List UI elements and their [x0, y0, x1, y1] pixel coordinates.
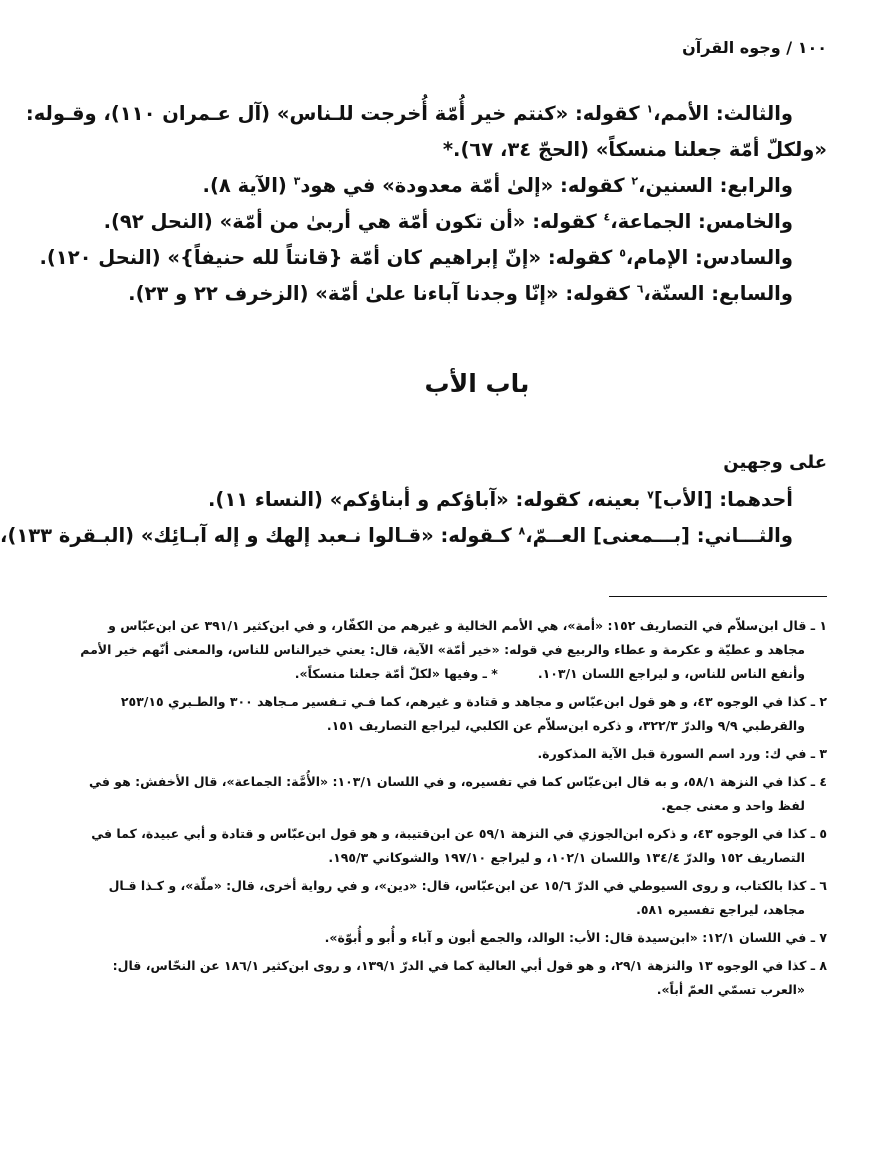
footnote-line: ٦ ـ كذا بالكتاب، و روى السيوطي في الدرّ ١٥/٦ عن ابن‌عبّاس، قال: «دين»، و في رواية أخرى، قال: «ملّة»، و كـذا قـال	[108, 878, 827, 893]
footnote-line: ٧ ـ في اللسان ١٢/١: «ابن‌سيدة قال: الأب: الوالد، والجمع أبون و آباء و أُبو و أُبوّة».	[324, 930, 827, 945]
footnote-8	[112, 954, 827, 1002]
body-line-second-meaning	[0, 518, 827, 554]
footnotes	[80, 614, 827, 1006]
footnote-ref-2[interactable]: ٢	[631, 174, 639, 188]
footnote-line: مجاهد و عطيّة و عكرمة و عطاء والربيع في قوله: «خير أمّة» الآية، قال: يعني خيرالناس للناس، والمعنى أنّهم خير الأمم	[80, 642, 805, 657]
footnote-3	[127, 742, 827, 766]
footnote-star-note: * ـ وفيها «لكلّ أمّة جعلنا منسكاً».	[294, 666, 498, 681]
body-line-text: (الآية ٨).	[202, 174, 294, 197]
body-line-text: كـقوله: «قـالوا نـعبد إلهك و إله آبـائِك» (البـقرة ١٣٣)،	[0, 524, 519, 547]
footnote-line: «العرب تسمّي العمّ أباً».	[656, 982, 805, 997]
footnote-line	[127, 662, 827, 686]
chapter-heading: باب الأب	[424, 369, 530, 398]
footnote-ref-1[interactable]: ١	[646, 102, 654, 116]
footnote-4	[89, 770, 827, 818]
footnote-line: لفظ واحد و معنى جمع.	[661, 798, 805, 813]
body-line-text: كقوله: «أن تكون أمّة هي أربىٰ من أمّة» (النحل ٩٢).	[103, 210, 604, 233]
footnote-line: التصاريف ١٥٢ والدرّ ١٣٤/٤ واللسان ١٠٢/١، و ليراجع ١٩٧/١٠ والشوكاني ١٩٥/٣.	[328, 850, 805, 865]
body-line-text: والثـــاني: [بـــمعنى] العــمّ،	[525, 524, 793, 547]
footnote-1	[80, 614, 827, 686]
body-line-text: والسابع: السنّة،	[643, 282, 793, 305]
footnote-2	[120, 690, 827, 738]
body-line-fourth-meaning	[127, 168, 827, 204]
running-head: ١٠٠ / وجوه القرآن	[682, 38, 827, 57]
body-line-third-continued: «ولكلّ أمّة جعلنا منسكاً» (الحجّ ٣٤، ٦٧).*	[442, 138, 827, 161]
footnote-text: وأنفع الناس للناس، و ليراجع اللسان ١٠٣/١.	[537, 666, 805, 681]
footnote-ref-4[interactable]: ٤	[603, 210, 611, 224]
footnote-7	[127, 926, 827, 950]
body-line-text: كقوله: «إلىٰ أمّة معدودة» في هود	[300, 174, 632, 197]
body-line-text: والرابع: السنين،	[638, 174, 793, 197]
body-line-text: والثالث: الأمم،	[653, 102, 793, 125]
body-line-text: كقوله: «إنّا وجدنا آباءنا علىٰ أمّة» (الزخرف ٢٢ و ٢٣).	[128, 282, 637, 305]
footnote-ref-6[interactable]: ٦	[636, 282, 644, 296]
footnote-line: ٢ ـ كذا في الوجوه ٤٣، و هو قول ابن‌عبّاس و مجاهد و قتادة و غيرهم، كما فـي تـفسير مـجاهد ٣٠٠ والطـبري ٢٥٣/١٥	[120, 694, 827, 709]
body-line-third-meaning	[25, 96, 827, 132]
footnote-ref-8[interactable]: ٨	[518, 524, 526, 538]
footnote-line: ١ ـ قال ابن‌سلاّم في التصاريف ١٥٢: «أمة»، هي الأمم الخالية و غيرهم من الكفّار، و في ابن‌كثير ٣٩١/١ عن ابن‌عبّاس و	[108, 618, 827, 633]
body-line-first-meaning	[127, 482, 827, 518]
footnote-ref-7[interactable]: ٧	[647, 488, 654, 502]
body-line-text: كقوله: «إنّ إبراهيم كان أمّة {قانتاً لله حنيفاً}» (النحل ١٢٠).	[39, 246, 620, 269]
footnote-line: ٤ ـ كذا في النزهة ٥٨/١، و به قال ابن‌عبّاس كما في تفسيره، و في اللسان ١٠٣/١: «الأُمَّة: الجماعة»، قال الأخفش: هو في	[89, 774, 827, 789]
footnote-ref-3[interactable]: ٣	[293, 174, 301, 188]
footnote-line: مجاهد، ليراجع تفسيره ٥٨١.	[636, 902, 805, 917]
footnote-6	[108, 874, 827, 922]
body-line-text: بعينه، كقوله: «آباؤكم و أبناؤكم» (النساء ١١).	[208, 488, 648, 511]
body-line-text: كقوله: «كنتم خير أُمّة أُخرجت للـناس» (آل عـمران ١١٠)، وقـوله:	[25, 102, 647, 125]
footnote-5	[91, 822, 827, 870]
footnote-line: ٣ ـ في ك: ورد اسم السورة قبل الآية المذكورة.	[537, 746, 827, 761]
body-line-seventh-meaning	[127, 276, 827, 312]
section-subheading: على وجهين	[723, 452, 827, 473]
footnote-line: ٥ ـ كذا في الوجوه ٤٣، و ذكره ابن‌الجوزي في النزهة ٥٩/١ عن ابن‌قتيبة، و هو قول ابن‌عبّاس و قتادة و أبي عبيدة، كما في	[91, 826, 827, 841]
footnote-ref-5[interactable]: ٥	[619, 246, 626, 260]
footnote-line: والقرطبي ٩/٩ والدرّ ٣٢٢/٣، و ذكره ابن‌سلاّم عن الكلبي، ليراجع التصاريف ١٥١.	[326, 718, 805, 733]
body-line-text: والخامس: الجماعة،	[610, 210, 793, 233]
body-line-fifth-meaning	[103, 204, 827, 240]
section-body	[0, 448, 827, 554]
footnote-line: ٨ ـ كذا في الوجوه ١٣ والنزهة ٢٩/١، و هو قول أبي العالية كما في الدرّ ١٣٩/١، و روى ابن‌كثير ١٨٦/١ عن النحّاس، قال:	[112, 958, 827, 973]
body-line-text: والسادس: الإمام،	[625, 246, 793, 269]
body-line-sixth-meaning	[39, 240, 827, 276]
body-line-text: أحدهما: [الأب]	[653, 488, 793, 511]
footnote-separator	[609, 596, 827, 597]
body-text	[25, 96, 827, 312]
